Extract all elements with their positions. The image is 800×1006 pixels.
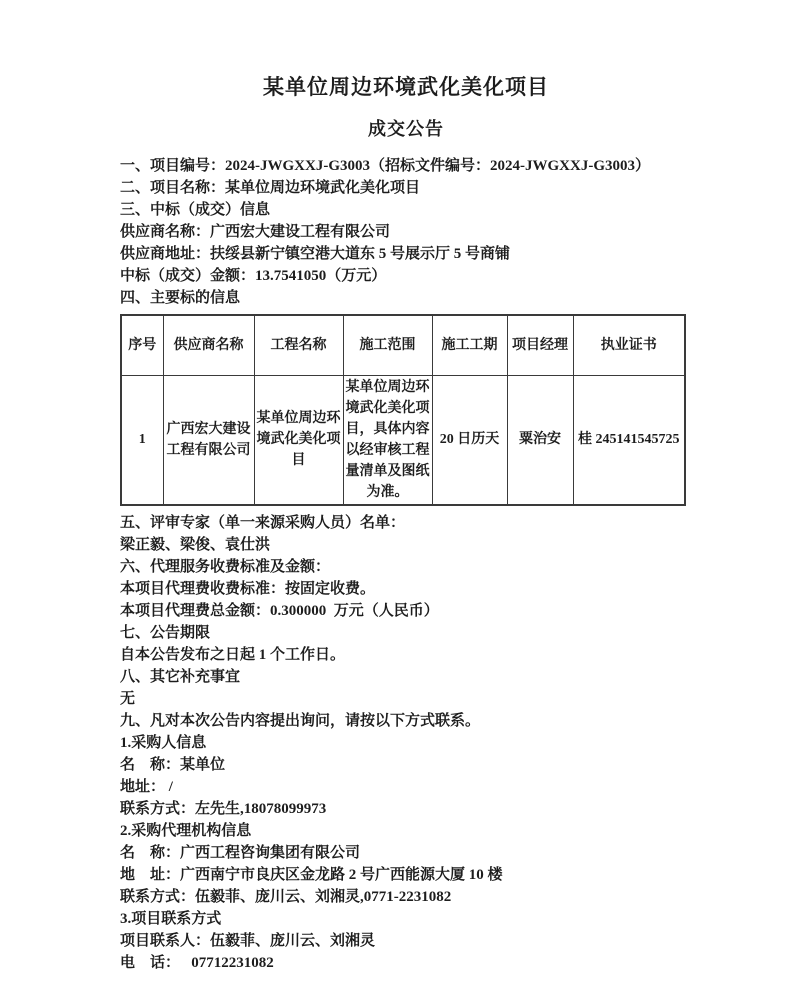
document-subtitle: 成交公告 <box>368 119 444 139</box>
experts-names-line: 梁正毅、梁俊、袁仕洪 <box>120 536 271 553</box>
supplementary-none-line: 无 <box>120 690 136 707</box>
agency-address-line: 地 址：广西南宁市良庆区金龙路 2 号广西能源大厦 10 楼 <box>120 866 503 883</box>
table-row <box>121 375 685 505</box>
purchaser-info-heading: 1.采购人信息 <box>120 734 207 751</box>
header-duration: 施工工期 <box>432 315 507 375</box>
main-subject-heading: 四、主要标的信息 <box>120 290 241 306</box>
agency-fee-heading: 六、代理服务收费标准及金额： <box>120 558 331 575</box>
project-phone-line: 电 话： 07712231082 <box>120 954 274 971</box>
cell-seq: 1 <box>121 375 163 505</box>
table-header-row <box>121 315 685 375</box>
cell-supplier: 广西宏大建设工程有限公司 <box>163 375 254 505</box>
project-name-line: 二、项目名称：某单位周边环境武化美化项目 <box>120 180 421 196</box>
award-amount-line: 中标（成交）金额：13.7541050（万元） <box>120 268 387 284</box>
header-seq: 序号 <box>121 315 163 375</box>
announcement-period-line: 自本公告发布之日起 1 个工作日。 <box>120 646 346 663</box>
header-scope: 施工范围 <box>343 315 432 375</box>
cell-manager: 粟治安 <box>507 375 573 505</box>
cell-duration: 20 日历天 <box>432 375 507 505</box>
agency-contact-line: 联系方式：伍毅菲、庞川云、刘湘灵,0771-2231082 <box>120 888 452 905</box>
supplementary-heading: 八、其它补充事宜 <box>120 668 241 685</box>
header-certificate: 执业证书 <box>573 315 685 375</box>
header-manager: 项目经理 <box>507 315 573 375</box>
project-contact-heading: 3.项目联系方式 <box>120 910 222 927</box>
purchaser-address-line: 地址： / <box>120 778 173 795</box>
header-supplier: 供应商名称 <box>163 315 254 375</box>
cell-project-name: 某单位周边环境武化美化项目 <box>254 375 343 505</box>
supplier-name-line: 供应商名称：广西宏大建设工程有限公司 <box>120 224 391 240</box>
contact-intro-heading: 九、凡对本次公告内容提出询问，请按以下方式联系。 <box>120 712 481 729</box>
agency-fee-total-line: 本项目代理费总金额：0.300000 万元（人民币） <box>120 602 439 619</box>
document-title: 某单位周边环境武化美化项目 <box>263 75 549 99</box>
purchaser-contact-line: 联系方式：左先生,18078099973 <box>120 800 327 817</box>
agency-fee-standard-line: 本项目代理费收费标准：按固定收费。 <box>120 580 376 597</box>
supplier-address-line: 供应商地址：扶绥县新宁镇空港大道东 5 号展示厅 5 号商铺 <box>120 246 511 262</box>
experts-heading: 五、评审专家（单一来源采购人员）名单： <box>120 514 406 531</box>
agency-info-heading: 2.采购代理机构信息 <box>120 822 252 839</box>
cell-certificate: 桂 245141545725 <box>573 375 685 505</box>
header-project-name: 工程名称 <box>254 315 343 375</box>
purchaser-name-line: 名 称：某单位 <box>120 756 226 773</box>
project-contact-person-line: 项目联系人：伍毅菲、庞川云、刘湘灵 <box>120 932 376 949</box>
agency-name-line: 名 称：广西工程咨询集团有限公司 <box>120 844 361 861</box>
announcement-period-heading: 七、公告期限 <box>120 624 211 641</box>
award-info-heading: 三、中标（成交）信息 <box>120 202 271 218</box>
project-number-line: 一、项目编号：2024-JWGXXJ-G3003（招标文件编号：2024-JWGXXJ-G3003） <box>120 158 650 174</box>
cell-scope: 某单位周边环境武化美化项目，具体内容以经审核工程量清单及图纸为准。 <box>343 375 432 505</box>
main-subject-table <box>120 314 686 506</box>
